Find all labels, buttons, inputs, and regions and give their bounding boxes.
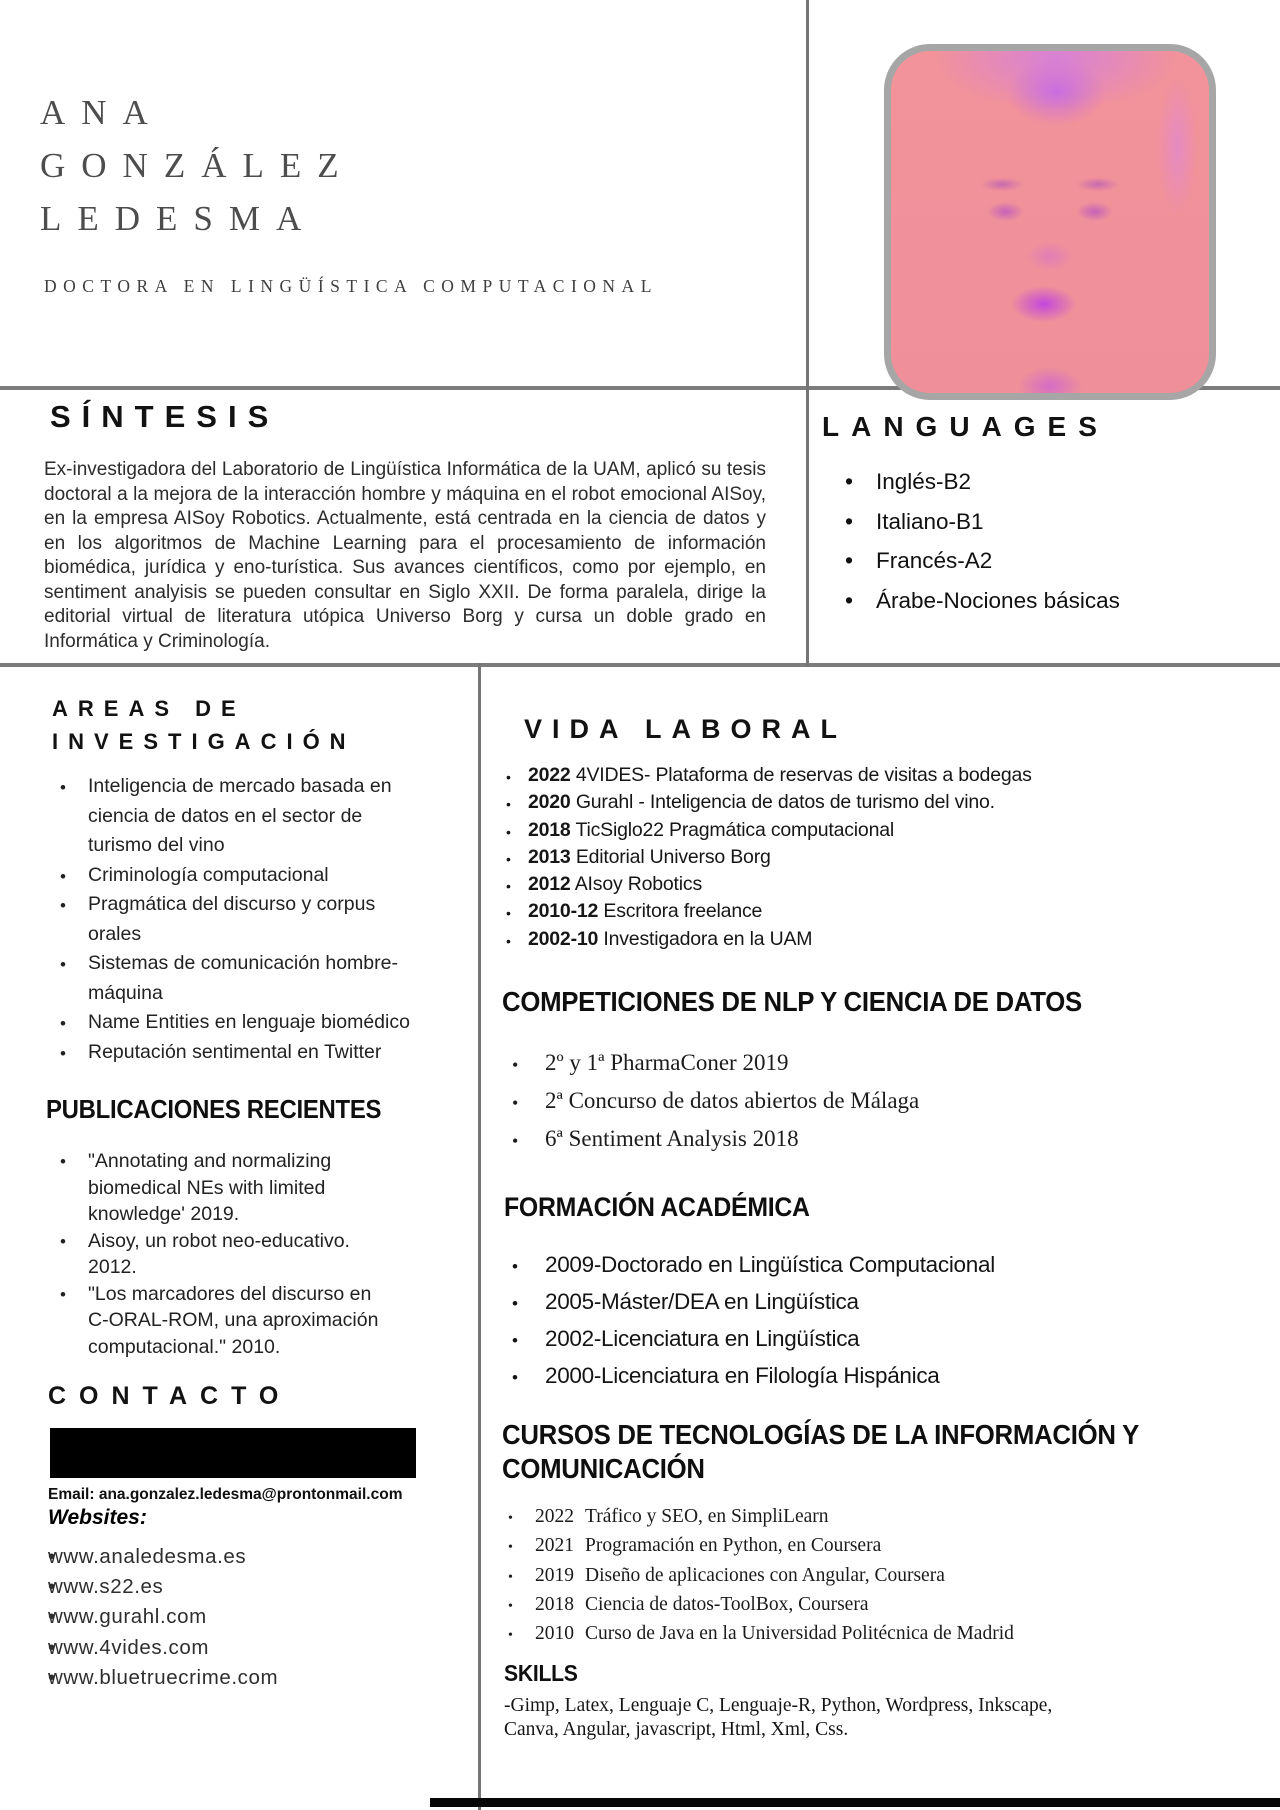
job-text: AIsoy Robotics <box>574 873 703 896</box>
education-item: • 2002-Licenciatura en Lingüística <box>512 1320 995 1357</box>
name-line-2: GONZÁLEZ <box>40 146 355 185</box>
languages-list <box>845 462 1120 620</box>
job-text: 4VIDES- Plataforma de reservas de visitas a bodegas <box>575 764 1032 786</box>
education-item: • 2009-Doctorado en Lingüística Computacional <box>512 1246 995 1283</box>
websites-list <box>48 1542 278 1693</box>
job-item <box>506 844 1032 871</box>
course-year: 2010 <box>535 1623 574 1645</box>
job-item <box>506 898 1032 925</box>
area-item: • Pragmática del discurso y corpus orales <box>60 890 412 949</box>
course-year: 2022 <box>535 1506 574 1527</box>
course-text: Curso de Java en la Universidad Politécnica de Madrid <box>585 1623 1014 1645</box>
course-item <box>508 1561 1014 1590</box>
course-text: Programación en Python, en Coursera <box>585 1535 882 1557</box>
job-text: Investigadora en la UAM <box>603 927 813 950</box>
redacted-black-box <box>50 1428 416 1478</box>
job-item <box>506 926 1032 953</box>
area-item: • Inteligencia de mercado basada en ciencia de datos en el sector de turismo del vino <box>60 772 412 861</box>
language-item: • Italiano-B1 <box>845 502 1120 542</box>
course-year: 2019 <box>535 1564 574 1586</box>
formacion-list <box>512 1246 995 1394</box>
competition-item: • 2ª Concurso de datos abiertos de Málaga <box>512 1082 919 1120</box>
website-item: • www.bluetruecrime.com <box>48 1663 278 1693</box>
course-year: 2018 <box>535 1593 574 1615</box>
area-item: • Criminología computacional <box>60 861 412 891</box>
language-item: • Francés-A2 <box>845 541 1120 581</box>
publicaciones-heading: PUBLICACIONES RECIENTES <box>46 1094 382 1124</box>
name-line-3: LEDESMA <box>40 199 318 238</box>
course-year: 2021 <box>535 1535 574 1557</box>
competition-item: • 2º y 1ª PharmaConer 2019 <box>512 1044 919 1082</box>
areas-heading <box>52 692 452 758</box>
job-text: Gurahl - Inteligencia de datos de turismo del vino. <box>575 791 995 814</box>
competition-item: • 6ª Sentiment Analysis 2018 <box>512 1120 919 1158</box>
area-item: • Reputación sentimental en Twitter <box>60 1038 412 1068</box>
sintesis-paragraph: Ex-investigadora del Laboratorio de Lingüística Informática de la UAM, aplicó su tesis doctoral a la mejora de la interacción hombre y máquina en el robot emocional AISoy, en la empresa AISoy Robotics. Actualmente, está centrada en la ciencia de datos y en los algoritmos de Machine Learning para el procesamiento de información biomédica, jurídica y eno-turística. Sus avances científicos, como por ejemplo, en sentiment analyisis se pueden consultar en Siglo XXII. De forma paralela, dirige la editorial virtual de literatura utópica Universo Borg y cursa un doble grado en Informática y Criminología. <box>44 459 766 652</box>
job-text: Editorial Universo Borg <box>575 845 771 868</box>
publicaciones-list <box>60 1148 390 1360</box>
profile-photo <box>884 44 1216 400</box>
course-text: Ciencia de datos-ToolBox, Coursera <box>585 1593 869 1615</box>
name-line-1: ANA <box>40 93 164 132</box>
candidate-title: DOCTORA EN LINGÜÍSTICA COMPUTACIONAL <box>44 276 658 296</box>
publication-item: • "Los marcadores del discurso en C-ORAL-ROM, una aproximación computacional." 2010. <box>60 1281 390 1361</box>
cursos-list <box>508 1502 1014 1648</box>
horizontal-rule-middle <box>0 663 1280 667</box>
contacto-heading: CONTACTO <box>48 1382 292 1410</box>
vida-laboral-list <box>506 762 1032 953</box>
publication-item: • Aisoy, un robot neo-educativo. 2012. <box>60 1228 390 1281</box>
course-item <box>508 1502 1014 1531</box>
formacion-heading: FORMACIÓN ACADÉMICA <box>504 1192 810 1222</box>
course-item <box>508 1531 1014 1560</box>
job-item <box>506 817 1032 844</box>
course-item <box>508 1619 1014 1648</box>
course-text: Tráfico y SEO, en SimpliLearn <box>585 1506 829 1527</box>
website-item: • www.analedesma.es <box>48 1542 278 1572</box>
area-item: • Sistemas de comunicación hombre-máquina <box>60 949 412 1008</box>
language-item: • Inglés-B2 <box>845 462 1120 502</box>
skills-heading: SKILLS <box>504 1660 578 1686</box>
sintesis-heading: SÍNTESIS <box>50 399 280 434</box>
job-text: TicSiglo22 Pragmática computacional <box>575 818 894 841</box>
email-text: Email: ana.gonzalez.ledesma@prontonmail.com <box>48 1486 403 1503</box>
areas-heading-line-1: AREAS DE <box>52 696 246 721</box>
websites-label: Websites: <box>48 1506 147 1529</box>
education-item: • 2000-Licenciatura en Filología Hispánica <box>512 1357 995 1394</box>
job-year: 2013 <box>528 845 571 868</box>
job-year: 2018 <box>528 818 571 841</box>
areas-heading-line-2: INVESTIGACIÓN <box>52 729 356 754</box>
job-year: 2022 <box>528 764 571 786</box>
candidate-name <box>40 86 355 245</box>
job-item <box>506 762 1032 789</box>
cursos-heading: CURSOS DE TECNOLOGÍAS DE LA INFORMACIÓN Y COMUNICACIÓN <box>502 1419 1139 1484</box>
job-item <box>506 789 1032 816</box>
languages-heading: LANGUAGES <box>822 411 1109 442</box>
vertical-divider-top <box>806 0 809 667</box>
bottom-black-bar <box>430 1798 1280 1807</box>
education-item: • 2005-Máster/DEA en Lingüística <box>512 1283 995 1320</box>
competiciones-heading: COMPETICIONES DE NLP Y CIENCIA DE DATOS <box>502 986 1082 1017</box>
job-item <box>506 871 1032 898</box>
job-text: Escritora freelance <box>603 900 763 923</box>
competiciones-list <box>512 1044 919 1158</box>
website-item: • www.gurahl.com <box>48 1602 278 1632</box>
job-year: 2010-12 <box>528 900 599 923</box>
job-year: 2002-10 <box>528 927 599 950</box>
website-item: • www.s22.es <box>48 1572 278 1602</box>
vida-laboral-heading: VIDA LABORAL <box>524 714 847 744</box>
publication-item: • "Annotating and normalizing biomedical NEs with limited knowledge' 2019. <box>60 1148 390 1228</box>
course-item <box>508 1590 1014 1619</box>
job-year: 2020 <box>528 791 571 814</box>
language-item: • Árabe-Nociones básicas <box>845 581 1120 621</box>
job-year: 2012 <box>528 873 571 896</box>
vertical-divider-lower <box>478 663 481 1810</box>
area-item: • Name Entities en lenguaje biomédico <box>60 1008 412 1038</box>
areas-list <box>60 772 412 1067</box>
skills-text: -Gimp, Latex, Lenguaje C, Lenguaje-R, Python, Wordpress, Inkscape, Canva, Angular, javascript, Html, Xml, Css. <box>504 1695 1053 1740</box>
course-text: Diseño de aplicaciones con Angular, Coursera <box>585 1564 945 1586</box>
website-item: • www.4vides.com <box>48 1633 278 1663</box>
